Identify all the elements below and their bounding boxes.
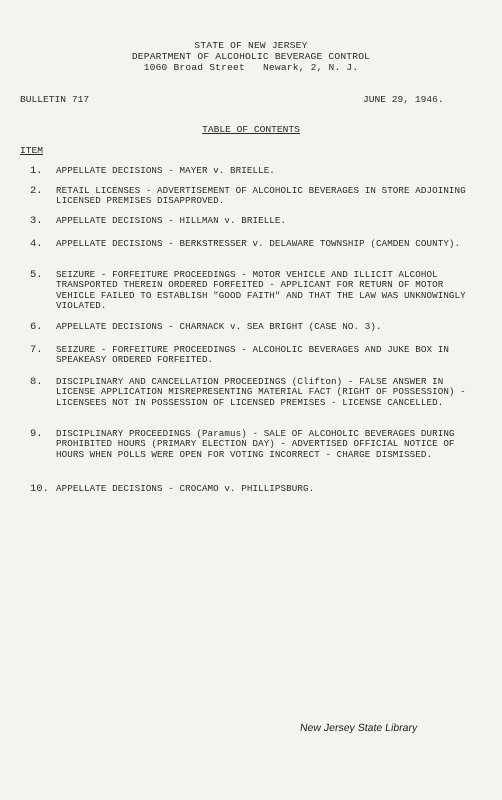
toc-item-number: 1. [30, 165, 43, 177]
toc-item [30, 377, 470, 408]
toc-item [30, 270, 470, 312]
header-address [0, 62, 502, 73]
toc-item [30, 216, 470, 226]
toc-item-text: DISCIPLINARY PROCEEDINGS (Paramus) - SALE OF ALCOHOLIC BEVERAGES DURING PROHIBITED HOURS (PRIMARY ELECTION DAY) - ADVERTISED OFFICIAL NOTICE OF HOURS WHEN POLLS WERE OPEN FOR VOTING INCORRECT - CHARGE DISMISSED. [56, 428, 455, 460]
toc-item [30, 345, 470, 366]
toc-item-number: 5. [30, 269, 43, 281]
toc-item [30, 322, 470, 332]
bulletin-number: BULLETIN 717 [20, 94, 90, 105]
toc-item-number: 2. [30, 185, 43, 197]
toc-item-number: 4. [30, 238, 43, 250]
toc-item-text: APPELLATE DECISIONS - MAYER v. BRIELLE. [56, 165, 275, 176]
toc-item-number: 8. [30, 376, 43, 388]
header-street: 1060 Broad Street [143, 62, 245, 73]
header-department: DEPARTMENT OF ALCOHOLIC BEVERAGE CONTROL [131, 51, 371, 62]
toc-item-number: 9. [30, 428, 43, 440]
toc-item [30, 186, 470, 207]
toc-item [30, 429, 470, 460]
toc-item-number: 10. [30, 483, 49, 495]
toc-item-text: APPELLATE DECISIONS - CHARNACK v. SEA BRIGHT (CASE NO. 3). [56, 321, 382, 332]
toc-item-text: SEIZURE - FORFEITURE PROCEEDINGS - MOTOR VEHICLE AND ILLICIT ALCOHOL TRANSPORTED THEREIN ORDERED FORFEITED - APPLICANT FOR RETURN OF MOTOR VEHICLE FAILED TO ESTABLISH "GOOD FAITH" AND THAT THE LAW WAS UNKNOWINGLY VIOLATED. [56, 269, 466, 312]
toc-item-number: 6. [30, 321, 43, 333]
toc-item-text: DISCIPLINARY AND CANCELLATION PROCEEDINGS (Clifton) - FALSE ANSWER IN LICENSE APPLICATION MISREPRESENTING MATERIAL FACT (RIGHT OF POSSESSION) - LICENSEES NOT IN POSSESSION OF LICENSED PREMISES - LICENSE CANCELLED. [56, 376, 466, 408]
toc-item [30, 239, 470, 249]
toc-item-number: 3. [30, 215, 43, 227]
header-city: Newark, 2, N. J. [262, 62, 359, 73]
toc-title: TABLE OF CONTENTS [202, 124, 300, 135]
bulletin-date: JUNE 29, 1946. [363, 94, 444, 105]
toc-item [30, 484, 470, 494]
header-state: STATE OF NEW JERSEY [194, 40, 308, 51]
item-column-heading: ITEM [20, 145, 44, 156]
toc-item-text: APPELLATE DECISIONS - CROCAMO v. PHILLIPSBURG. [56, 483, 315, 494]
toc-item-text: APPELLATE DECISIONS - BERKSTRESSER v. DELAWARE TOWNSHIP (CAMDEN COUNTY). [56, 238, 461, 249]
toc-item-text: APPELLATE DECISIONS - HILLMAN v. BRIELLE. [56, 215, 287, 226]
toc-item [30, 166, 470, 176]
toc-item-text: SEIZURE - FORFEITURE PROCEEDINGS - ALCOHOLIC BEVERAGES AND JUKE BOX IN SPEAKEASY ORDERED FORFEITED. [56, 344, 449, 366]
toc-item-text: RETAIL LICENSES - ADVERTISEMENT OF ALCOHOLIC BEVERAGES IN STORE ADJOINING LICENSED PREMISES DISAPPROVED. [56, 185, 466, 207]
toc-item-number: 7. [30, 344, 43, 356]
library-stamp: New Jersey State Library [299, 722, 419, 734]
